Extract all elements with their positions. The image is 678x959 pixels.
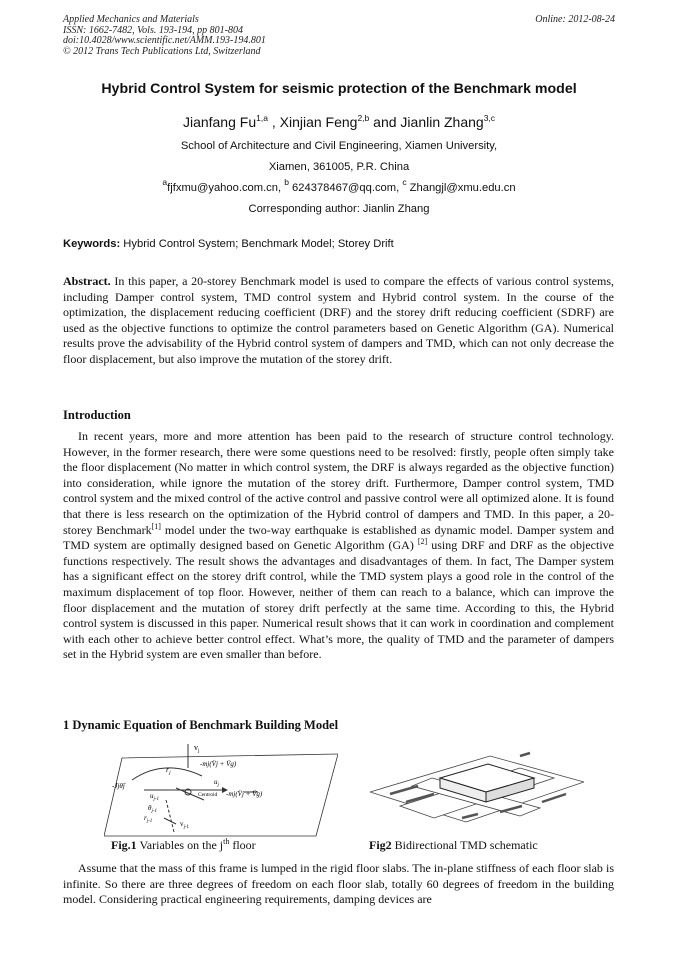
affiliation-line: School of Architecture and Civil Engineering, Xiamen University, — [180, 140, 498, 152]
paragraph-text: model under the two-way earthquake is established as dynamic model. Damper system and TMD system are optimally designed based on Genetic Algorithm (GA) — [63, 522, 615, 553]
lower-axis-line — [164, 818, 176, 824]
rail-groove — [520, 753, 530, 756]
label-u-jm1: $u_{j-1}$ — [150, 792, 160, 802]
email-mark: c — [402, 177, 407, 187]
email-mark: a — [162, 177, 168, 187]
introduction-paragraph — [63, 429, 614, 663]
issn: ISSN: 1662-7482, Vols. 193-194, pp 801-804 — [63, 24, 243, 36]
abstract — [63, 274, 614, 368]
label-r-jm1: $r_{j-1}$ — [144, 814, 153, 824]
label-u-j: $u_j$ — [214, 778, 219, 788]
figure-tmd-schematic — [370, 742, 584, 838]
journal-header — [63, 15, 266, 57]
section-heading: 1 Dynamic Equation of Benchmark Building Model — [63, 718, 339, 732]
figure-1-caption — [111, 838, 256, 853]
paragraph-text: In recent years, more and more attention has been paid to the research of structure control technology. However, in the former research, there were some questions need to be resolved: firstly, people often simply take the floor displacement (No matter in which control system, the DRF is always regarded as the objective function) into consideration, while ignore the mutation of the storey drift. Furthermore, Damper control system, TMD control system and the mixed control of the active control and passive control were all optimized alone. It is found that there is less research on the optimization of the Hybrid control of dampers and TMD. In this paper, a 20-storey Benchmark — [63, 429, 614, 537]
author-affiliation-mark: 3,c — [483, 113, 496, 123]
author-name: Jianlin Zhang — [400, 114, 484, 130]
email-mark: b — [284, 177, 289, 187]
caption-sup: th — [223, 837, 230, 846]
online-date: Online: 2012-08-24 — [535, 14, 615, 25]
label-centroid: Centroid — [198, 792, 218, 798]
caption-text: Bidirectional TMD schematic — [391, 838, 538, 852]
keywords-text: Hybrid Control System; Benchmark Model; Storey Drift — [120, 238, 394, 250]
author-list — [40, 114, 638, 130]
author-affiliation-mark: 2,b — [357, 113, 370, 123]
label-v-top: $v_j$ — [194, 743, 200, 754]
journal-name: Applied Mechanics and Materials — [63, 14, 199, 25]
caption-text: floor — [229, 838, 256, 852]
keywords-label: Keywords: — [63, 238, 121, 250]
affiliation-line: Xiamen, 361005, P.R. China — [268, 161, 410, 173]
label-r-j: $r_j$ — [166, 765, 171, 776]
figure-floor-variables — [104, 740, 338, 838]
paragraph-text: using DRF and DRF as the objective functions respectively. The result shows the advantages and disadvantages of them. In fact, The Damper system has a significant effect on the storey drift control, while the TMD system plays a good role in the control of the maximum displacement of top floor. However, neither of them can reach to a balance, which can improve the floor displacement and the mutation of storey drift perfectly at the same time. According to this, the Hybrid control system is discussed in this paper. Numerical result shows that it can work in coordination and complement with each other to achieve better control effect. What’s more, the quality of TMD and the parameter of dampers set in the Hybrid system are even smaller than before. — [63, 538, 614, 662]
caption-label: Fig.1 — [111, 838, 137, 852]
label-left-moment: -Jjθ̈j — [112, 782, 125, 790]
label-m-right: -mj(V̈j + V̈g) — [226, 790, 263, 798]
email: Zhangjl@xmu.edu.cn — [406, 182, 516, 194]
paper-title: Hybrid Control System for seismic protection of the Benchmark model — [101, 81, 577, 97]
email: fjfxmu@yahoo.com.cn, — [167, 182, 285, 194]
email: 624378467@qq.com, — [288, 182, 403, 194]
caption-text: Variables on the j — [136, 838, 224, 852]
citation: [1] — [151, 521, 161, 531]
figure-2-caption — [369, 838, 538, 853]
caption-label: Fig2 — [369, 838, 392, 852]
author-separator: , — [267, 114, 280, 130]
dashed-axis — [166, 800, 174, 832]
label-v-bottom: $v_{j-1}$ — [180, 820, 190, 830]
citation: [2] — [417, 537, 428, 547]
abstract-label: Abstract. — [63, 274, 111, 288]
author-name: Jianfang Fu — [182, 114, 257, 130]
author-affiliation-mark: 1,a — [256, 113, 268, 123]
author-name: Xinjian Feng — [279, 114, 358, 130]
label-theta: $\theta_{j-1}$ — [148, 804, 158, 814]
section-1-paragraph: Assume that the mass of this frame is lumped in the rigid floor slabs. The in-plane stiffness of each floor slab is infinite. So there are three degrees of freedom on each floor slab, totally 60 degrees of freedom in the building model. Considering practical engineering requirements, damping devices are — [63, 861, 614, 907]
copyright: © 2012 Trans Tech Publications Ltd, Switzerland — [63, 45, 261, 57]
corresponding-author: Corresponding author: Jianlin Zhang — [248, 203, 430, 215]
label-m-top: -mj(V̈j + V̈g) — [200, 760, 237, 768]
author-separator: and — [369, 114, 401, 130]
author-emails — [40, 177, 638, 194]
doi: doi:10.4028/www.scientific.net/AMM.193-194.801 — [63, 35, 266, 46]
keywords — [63, 238, 394, 250]
section-heading: Introduction — [63, 408, 131, 422]
abstract-text: In this paper, a 20-storey Benchmark model is used to compare the effects of various control systems, including Damper control system, TMD control system and Hybrid control system. In the course of the optimization, the displacement reducing coefficient (DRF) and the storey drift reducing coefficient (SDRF) are used as the objective functions to optimize the control parameters based on Genetic Algorithm (GA). Numerical results prove the advisability of the Hybrid control system of dampers and TMD, which can not only decrease the floor displacement, but also improve the mutation of the storey drift. — [63, 274, 614, 366]
